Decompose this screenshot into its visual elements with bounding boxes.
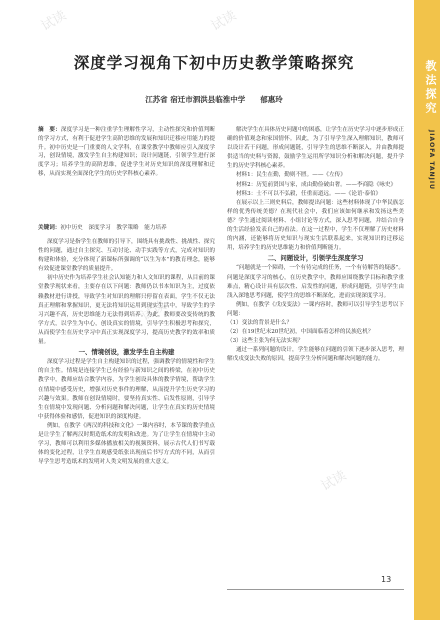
body-paragraph: 深度学习过程是学生自主构建知识的过程，强调教学的情境性和学生的自主性。情境是连接学生已有经验与新知识之间的桥梁，在初中历史教学中，教师应结合教学内容，为学生创设具体的教学情境，帮助学生在情境中感受历史，增强对历史事件的理解，从而提升学生历史学习的兴趣与效果。教师在创设情境时，要坚持真实性、启发性原则，引导学生在情境中发现问题、分析问题和解决问题，让学生在真实的历史情境中获得体验和感悟，促进知识的深度构建。: [38, 359, 215, 420]
abstract: [38, 126, 215, 179]
left-column: [38, 238, 215, 467]
author-line: 江苏省 宿迁市泗洪县临淮中学 郁惠玲: [145, 95, 283, 104]
quote-paragraph: 材料2：历览前贤国与家，成由勤俭破由奢。——李商隐《咏史》: [235, 181, 397, 188]
watermark: 试读: [138, 298, 170, 325]
question-item: （3）这些主张为何无法实现？: [227, 338, 304, 345]
abstract-text: 深度学习是一种注重学生理解性学习，主动性探究和价值判断的学习方式，有利于促进学生高阶思维的发展和知识迁移应用能力的提升。初中历史是一门重要的人文学科，在课堂教学中教师应引入深度学习，创设情境，激发学生自主构建知识；设计问题链，引领学生进行深度学习；培养学生的高阶思维，促进学生对历史知识的深度理解和迁移，从而实现全面深化学生的历史学科核心素养。: [38, 127, 215, 177]
article-title: 深度学习视角下初中历史教学策略探究: [73, 53, 355, 72]
watermark: 试读: [208, 8, 240, 35]
keywords-text: 初中历史 深度学习 教学策略 能力培养: [60, 225, 167, 231]
body-paragraph: 例如，在教学《两汉的科技和文化》一课内容时，本节课的教学重点是让学生了解两汉时期造纸术的发明和改进。为了让学生在情境中主动学习，教师可以利用多媒体播放相关的视频资料，展示古代人们书写载体的变化过程，让学生直观感受纸张出现前后书写方式的不同，从而引导学生思考造纸术的发明对人类文明发展的重大意义。: [38, 422, 215, 466]
quote-paragraph: 材料3：士不可以不弘毅，任重而道远。——《论语·泰伯》: [235, 190, 382, 197]
body-paragraph: 通过一系列问题的设计，学生能够在问题的引领下逐步深入思考，理解戊戌变法失败的原因，提高学生分析问题和解决问题的能力。: [227, 347, 404, 363]
footer-divider: [227, 589, 404, 590]
body-paragraph: 深度学习是指学生在教师的引导下，围绕具有挑战性、挑战性、探究性的问题，通过自主探究、互动讨论、动手实践等方式，完成对知识的构建和体验，充分体现了新课标所强调的“以生为本”的教育理念，能够有效促进课堂教学的质量提升。: [38, 239, 215, 273]
watermark: 试读: [38, 8, 70, 35]
body-paragraph: 解决学生在具体历史问题中的困惑，让学生在历史学习中逐步形成正确的价值观念和家国情怀。因此，为了引导学生深入理解知识，教师可以设计若干问题，形成问题链，引导学生的思维不断深入，并由教师提供适当的史料与资源，鼓励学生运用所学知识分析和解决问题，提升学生的历史学科核心素养。: [227, 127, 404, 170]
section-heading: 一、情境创设，激发学生自主构建: [78, 348, 175, 357]
question-item: （1）变法的背景是什么？: [227, 319, 293, 326]
body-paragraph: 例如，在教学《戊戌变法》一课内容时，教师可以引导学生思考以下问题：: [227, 301, 404, 317]
question-item: （2）在19世纪末20世纪初，中国面临着怎样的民族危机？: [227, 329, 374, 336]
quote-paragraph: 材料1：民生在勤，勤则不匮。——《左传》: [235, 172, 346, 179]
abstract-label: 摘 要：: [38, 127, 61, 133]
right-column: [227, 126, 404, 364]
section-sublabel: JIAOFA TANJIU: [428, 130, 435, 190]
keywords-label: 关键词：: [38, 225, 61, 231]
body-paragraph: 在展示以上三则史料后，教师提出问题：这些材料体现了中华民族怎样的优秀传统美德？在现代社会中，我们应该如何继承和发扬这些美德？学生通过阅读材料、小组讨论等方式，深入思考问题，并结合自身的生活经验发表自己的看法。在这一过程中，学生不仅理解了历史材料的内涵，还能够将历史知识与现实生活联系起来，实现知识的迁移运用，培养学生的历史思维能力和价值判断能力。: [227, 199, 404, 252]
body-paragraph: “问题就是一个障碍，一个有待完成的任务，一个有待解答的疑惑”。问题是深度学习的核心，在历史教学中，教师应围绕教学目标和教学重难点，精心设计具有层次性、启发性的问题，形成问题链，引导学生由浅入深地思考问题，使学生的思维不断深化，进而实现深度学习。: [227, 265, 404, 299]
watermark: 试读: [318, 468, 350, 495]
section-sidebar: [414, 0, 440, 620]
body-paragraph: 初中历史作为培养学生社会认知能力和人文知识的课程，从目前的课堂教学现状来看，主要存在以下问题：教师仍以书本知识为主，过度依赖教材进行讲授，导致学生对知识的理解只停留在表面，学生不仅无法真正理解和掌握知识，更无法将知识运用到现实生活中，导致学生的学习兴趣不高，历史思维能力无法得到培养。为此，教师要改变传统的教学方式，以学生为中心，创设真实的情境，引导学生积极思考和探究，从而使学生在历史学习中真正实现深度学习，提高历史教学的效率和质量。: [38, 275, 215, 346]
keywords: [38, 224, 215, 233]
section-label: 教法探究: [424, 60, 437, 116]
page-number: 13: [381, 575, 392, 584]
section-heading: 二、问题设计，引领学生深度学习: [267, 254, 364, 263]
